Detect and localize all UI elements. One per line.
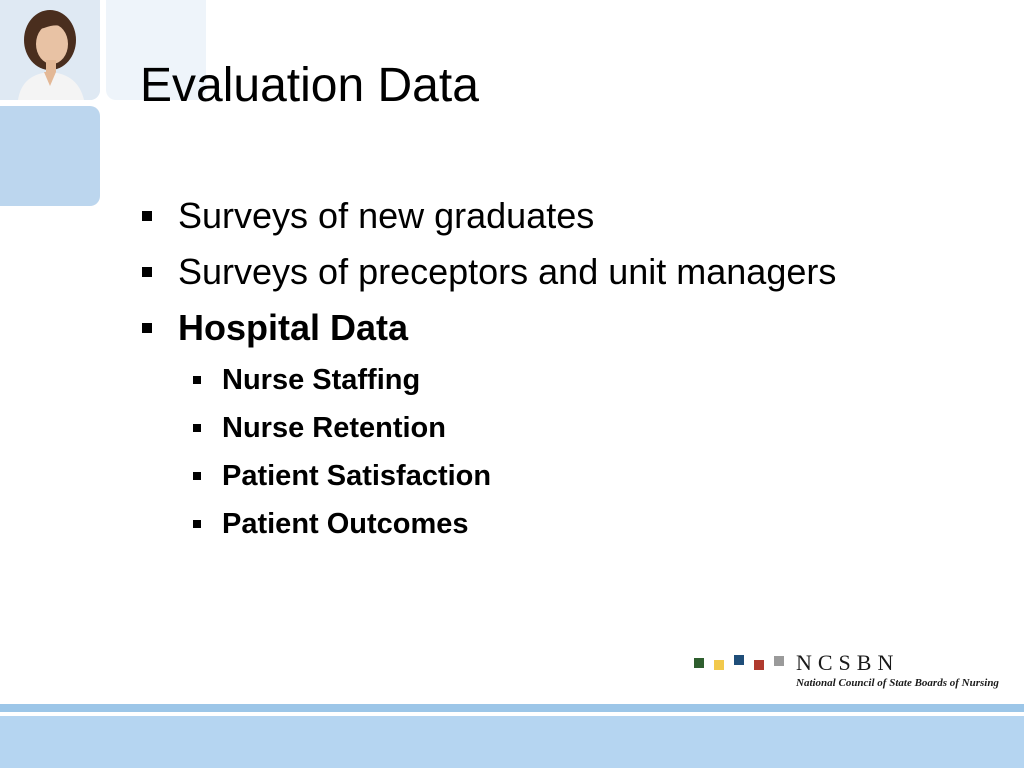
sub-bullet-item: Nurse Staffing	[140, 356, 836, 404]
sub-bullet-item: Patient Outcomes	[140, 500, 836, 548]
logo-square-icon	[754, 660, 764, 670]
sub-bullet-item: Nurse Retention	[140, 404, 836, 452]
bullet-item: Surveys of preceptors and unit managers	[140, 244, 836, 300]
logo-square-icon	[774, 656, 784, 666]
logo-square-icon	[694, 658, 704, 668]
sub-bullet-group	[140, 356, 836, 548]
footer-band	[0, 716, 1024, 768]
logo-tagline: National Council of State Boards of Nursing	[796, 677, 999, 689]
ncsbn-logo	[692, 650, 999, 695]
decorative-tile	[0, 106, 100, 206]
sub-bullet-list	[140, 356, 836, 548]
bullet-item: Hospital Data	[140, 300, 836, 356]
bullet-list	[140, 188, 836, 548]
sub-bullet-item: Patient Satisfaction	[140, 452, 836, 500]
logo-square-icon	[734, 655, 744, 665]
woman-portrait-image	[0, 0, 100, 100]
logo-name: NCSBN	[796, 650, 900, 675]
bullet-item: Surveys of new graduates	[140, 188, 836, 244]
logo-square-icon	[714, 660, 724, 670]
footer-line	[0, 704, 1024, 712]
slide-title: Evaluation Data	[140, 59, 479, 112]
presenter-photo	[0, 0, 100, 100]
